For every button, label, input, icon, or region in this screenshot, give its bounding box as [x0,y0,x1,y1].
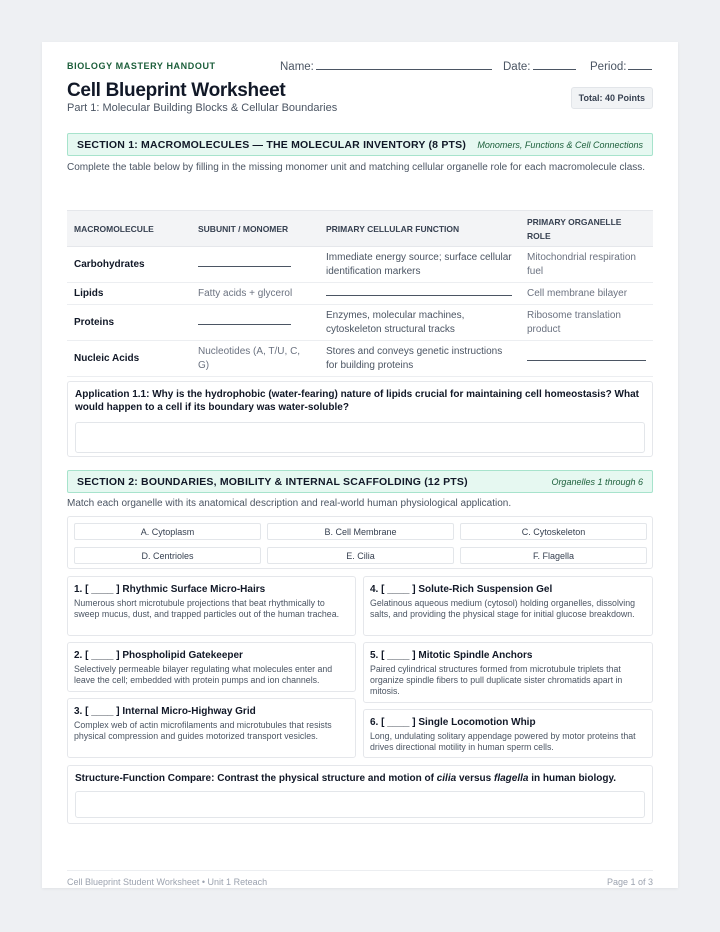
worksheet-content [67,60,653,887]
match-item-title[interactable]: 6. [ ____ ] Single Locomotion Whip [370,717,536,728]
compare-question [75,773,645,786]
section-2-banner [67,470,653,493]
section-1-instructions: Complete the table below by filling in the missing monomer unit and matching cellular organelle role for each macromolecule class. [67,162,646,173]
molecule-cell: Proteins [67,305,191,341]
monomer-cell: Fatty acids + glycerol [191,283,319,305]
period-field[interactable] [590,60,652,73]
word-bank-chip[interactable]: C. Cytoskeleton [460,523,647,540]
application-label: Application 1.1: [75,389,150,400]
match-item-description: Complex web of actin microfilaments and microtubules that resists physical compression and guides motorized transport vesicles. [74,720,332,741]
compare-answer-box[interactable] [75,791,645,818]
date-field[interactable] [503,60,576,73]
match-item-title[interactable]: 3. [ ____ ] Internal Micro-Highway Grid [74,706,256,717]
match-item-card [363,576,653,636]
match-item-description: Long, undulating solitary appendage powered by motor proteins that drives directional motility in human sperm cells. [370,731,636,752]
match-item-title[interactable]: 4. [ ____ ] Solute-Rich Suspension Gel [370,584,553,595]
table-row [67,341,653,377]
table-row [67,305,653,341]
application-answer-box[interactable] [75,422,645,453]
organelle-word-bank [67,516,653,569]
column-header: MACROMOLECULE [67,211,191,247]
table-header-row [67,211,653,247]
molecule-cell: Carbohydrates [67,247,191,283]
compare-question-box [67,765,653,824]
column-header: SUBUNIT / MONOMER [191,211,319,247]
application-question [75,389,645,414]
organelle-cell: Mitochondrial respiration fuel [520,247,653,283]
period-line[interactable] [628,60,652,70]
answer-blank[interactable] [198,317,291,325]
monomer-blank-cell[interactable] [191,305,319,341]
function-blank-cell[interactable] [319,283,520,305]
organelle-cell: Ribosome translation product [520,305,653,341]
word-bank-chip[interactable]: A. Cytoplasm [74,523,261,540]
monomer-blank-cell[interactable] [191,247,319,283]
section-2-title: SECTION 2: BOUNDARIES, MOBILITY & INTERNAL SCAFFOLDING (12 PTS) [77,476,468,488]
table-row [67,283,653,305]
answer-blank[interactable] [198,259,291,267]
page-footer [67,870,653,887]
match-item-description: Paired cylindrical structures formed from microtubule triplets that organize spindle fibers to pull duplicate sister chromatids apart in mitosis. [370,664,623,696]
compare-text: in human biology. [528,773,617,784]
date-line[interactable] [533,60,576,70]
column-header: PRIMARY ORGANELLE ROLE [520,211,653,247]
worksheet-page [42,42,678,888]
section-2-tag: Organelles 1 through 6 [551,477,643,487]
name-label: Name: [280,61,314,73]
word-bank-chip[interactable]: B. Cell Membrane [267,523,454,540]
match-item-card [363,642,653,703]
date-label: Date: [503,61,531,73]
match-item-card [363,709,653,758]
match-item-card [67,698,356,758]
organelle-blank-cell[interactable] [520,341,653,377]
page-title: Cell Blueprint Worksheet [67,80,286,101]
section-2-instructions: Match each organelle with its anatomical description and real-world human physiological application. [67,498,512,509]
match-item-title[interactable]: 5. [ ____ ] Mitotic Spindle Anchors [370,650,533,661]
macromolecule-table [67,210,653,377]
compare-term: flagella [493,773,529,784]
function-cell: Stores and conveys genetic instructions for building proteins [319,341,520,377]
word-bank-chip[interactable]: D. Centrioles [74,547,261,564]
name-field[interactable] [280,60,492,73]
application-text: Why is the hydrophobic (water-fearing) nature of lipids crucial for maintaining cell homeostasis? What would happen to a cell if its boundary was water-soluble? [75,389,639,413]
footer-left: Cell Blueprint Student Worksheet • Unit 1 Reteach [67,877,268,887]
header-row [67,60,653,76]
period-label: Period: [590,61,627,73]
column-header: PRIMARY CELLULAR FUNCTION [319,211,520,247]
section-1-tag: Monomers, Functions & Cell Connections [477,140,643,150]
match-item-description: Selectively permeable bilayer regulating what molecules enter and leave the cell; embedded with protein pumps and ion channels. [74,664,333,685]
section-1-title: SECTION 1: MACROMOLECULES — THE MOLECULAR INVENTORY (8 PTS) [77,139,467,151]
table-row [67,247,653,283]
match-item-title[interactable]: 1. [ ____ ] Rhythmic Surface Micro-Hairs [74,584,266,595]
compare-text: versus [456,773,494,784]
handout-kicker: BIOLOGY MASTERY HANDOUT [67,61,216,71]
page-subtitle: Part 1: Molecular Building Blocks & Cellular Boundaries [67,102,338,114]
section-1-banner [67,133,653,156]
word-bank-chip[interactable]: E. Cilia [267,547,454,564]
monomer-cell: Nucleotides (A, T/U, C, G) [191,341,319,377]
match-item-description: Numerous short microtubule projections that beat rhythmically to sweep mucus, dust, and trapped particles out of the human trachea. [74,598,340,619]
answer-blank[interactable] [326,288,512,296]
application-question-box [67,381,653,457]
compare-label: Structure-Function Compare: [75,773,215,784]
match-item-card [67,576,356,636]
match-item-title[interactable]: 2. [ ____ ] Phospholipid Gatekeeper [74,650,243,661]
function-cell: Enzymes, molecular machines, cytoskeleton structural tracks [319,305,520,341]
molecule-cell: Lipids [67,283,191,305]
answer-blank[interactable] [527,353,646,361]
match-item-description: Gelatinous aqueous medium (cytosol) holding organelles, dissolving salts, and providing the physical stage for initial glucose breakdown. [370,598,636,619]
match-item-card [67,642,356,692]
word-bank-chip[interactable]: F. Flagella [460,547,647,564]
compare-text: Contrast the physical structure and motion of [214,773,437,784]
function-cell: Immediate energy source; surface cellular identification markers [319,247,520,283]
total-points-badge: Total: 40 Points [571,87,653,109]
organelle-cell: Cell membrane bilayer [520,283,653,305]
molecule-cell: Nucleic Acids [67,341,191,377]
page-number: Page 1 of 3 [606,877,653,887]
compare-term: cilia [436,773,457,784]
name-line[interactable] [316,60,492,70]
